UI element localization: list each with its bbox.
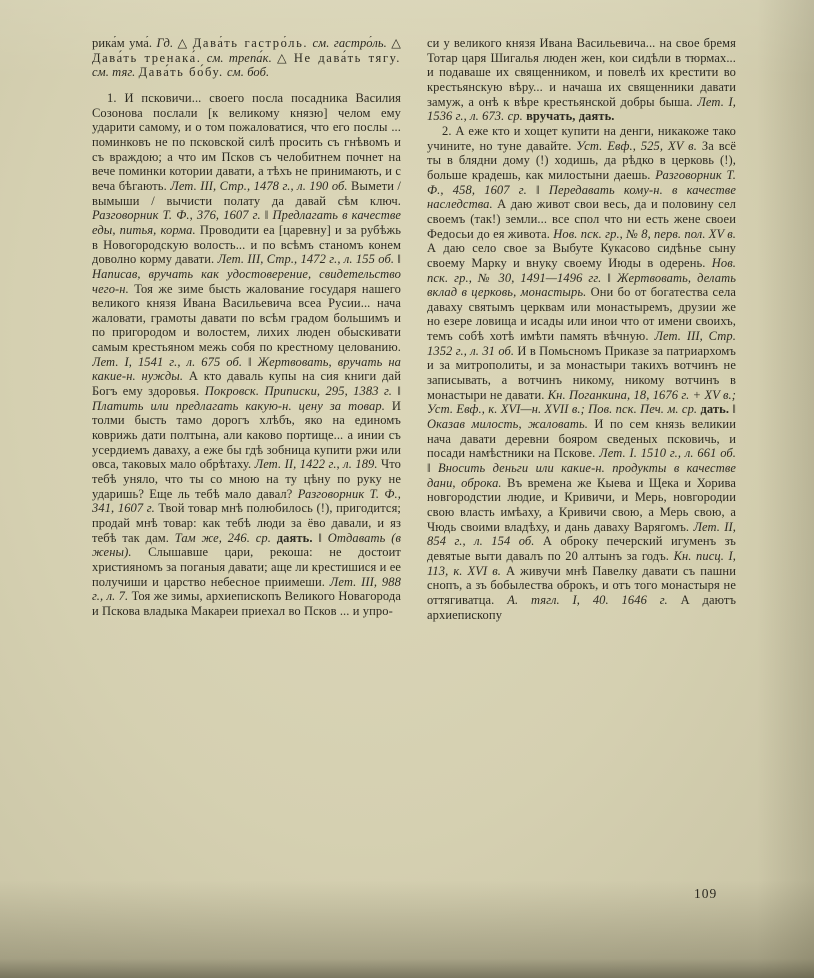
text-run: вручать, даять.	[526, 109, 615, 124]
text-column-left	[92, 36, 401, 878]
text-run: см. трепа́к.	[206, 50, 272, 65]
text-run: ‖	[392, 384, 401, 399]
text-run: рика́м ума́.	[92, 36, 157, 50]
text-run: Отдавать (в жены).	[92, 530, 401, 560]
text-run: Передавать кому-н. в качестве наследства.	[427, 182, 736, 212]
text-run: Оказав милость, жаловать.	[427, 417, 588, 432]
text-run: Лет. I. 1510 г., л. 661 об.	[599, 446, 736, 461]
text-run: си у великого князя Ивана Васильевича... на свое бремя Тотар царя Шигалья люден жен, кои сидѣли в тюрмах... и подаваше их священником, и повелѣ их крестити во крестьянскую вѣру... и начаша их священники давати замуж, а онѣ к вѣре крестьянской добры быша.	[427, 36, 736, 109]
text-run: А даю село свое за Выбуте Кукасово сидѣнье сыну своему Марку и внуку своему Июды в одерень.	[427, 241, 736, 270]
text-run: Написав, вручать как удостоверение, свидетельство чего-н.	[92, 266, 401, 296]
text-run: Гд.	[156, 36, 174, 50]
text-run: Лет. III, Стр. 1352 г., л. 31 об.	[427, 329, 736, 358]
text-run: Что тебѣ уняло, что ты со мною на ту цѣну по руку не ударишь? Еще ль тебѣ мало давал?	[92, 457, 401, 501]
text-run: △	[271, 50, 294, 65]
text-run: Разговорник Т. Ф., 458, 1607 г.	[427, 167, 736, 197]
text-run: ‖	[394, 252, 401, 267]
text-run: Тоя же зимы, архиепископъ Великого Новагорода и Пскова владыка Макареи приехал во Псков ... и упро-	[92, 589, 401, 618]
text-run: Дава́ть гастро́ль.	[192, 36, 309, 50]
text-run: Вносить деньги или какие-н. продукты в качестве дани, оброка.	[427, 461, 736, 490]
text-run: А оброку печерский игуменъ зъ девятые выти давалъ по 20 алтынъ за годъ.	[427, 534, 736, 563]
text-run: Жертвовать, вручать на какие-н. нужды.	[92, 354, 401, 384]
text-run: △	[386, 36, 401, 50]
text-run: см. боб.	[227, 65, 270, 80]
text-run: △	[173, 36, 193, 50]
text-run: Разговорник Т. Ф., 341, 1607 г.	[92, 486, 401, 516]
text-run: Нов. пск. гр., № 8, перв. пол. XV в.	[553, 226, 736, 241]
text-run: 1. И псковичи... своего посла посадника Василия Созонова послали [к великому князю] челом ему ударити самому, и о том пожаловатися, что его послы ... поминковъ не по псковской силѣ просить съ гнѣвомъ и съ враждою; а что им Псков съ челобитнем почнет на вече поминки котории давати, а тѣхъ не принимають, и с веча бѣгають.	[92, 90, 401, 193]
text-run: А. тягл. I, 40. 1646 г.	[507, 592, 668, 607]
text-run: ‖	[729, 402, 736, 417]
text-run: Дава́ть бо́бу.	[138, 65, 224, 80]
text-run: Вымети / вымыши / вычисти полату да давай сѣм ключ.	[92, 178, 401, 208]
text-run: Не дава́ть тягу.	[293, 50, 401, 65]
text-run: А даютъ архиепископу	[427, 592, 736, 622]
page-number: 109	[694, 886, 718, 901]
text-run: см. гастро́ль.	[312, 36, 387, 50]
text-run: Разговорник Т. Ф., 376, 1607 г.	[92, 208, 261, 223]
text-run: Нов. пск. гр., № 30, 1491—1496 гг.	[427, 255, 736, 285]
text-run: А кто даваль купы на сия книги дай Богъ ему здоровья.	[92, 369, 401, 399]
text-run: Предлагать в качестве еды, питья, корма.	[92, 208, 401, 237]
text-run: Они бо от богатества села даваху святымъ церквам или монастыремъ, друзии же но езере ловища и исады или инои что от имени своихъ, темъ собѣ хотѣ имѣти память вѣчную.	[427, 285, 736, 344]
text-run: дать.	[700, 402, 730, 417]
text-run: ‖	[242, 354, 258, 369]
text-run: Лет. III, Стр., 1478 г., л. 190 об.	[170, 178, 348, 193]
text-run: Лет. III, 988 г., л. 7.	[92, 574, 401, 604]
text-block	[92, 36, 736, 878]
text-run: ‖	[260, 208, 273, 223]
paragraph	[92, 36, 401, 80]
text-run: 2. А еже кто и хощет купити на денги, никакоже тако учините, но туне давайте.	[427, 123, 736, 153]
text-run: Жертвовать, делать вклад в церковь, монастырь.	[427, 270, 736, 300]
text-run: Кн. писц. I, 113, к. XVI в.	[427, 548, 736, 578]
text-run: ‖	[312, 530, 328, 545]
text-run: Платить или предлагать какую-н. цену за товар.	[92, 398, 385, 413]
text-run: Твой товар мнѣ полюбилось (!), пригодится; продай мнѣ товар: как тебѣ люди за ёво давали, и яз тебѣ так дам.	[92, 501, 401, 545]
text-run: Уст. Евф., 525, XV в.	[576, 138, 697, 153]
text-run: И толми бысть тамо дорогъ хлѣбъ, яко на единомъ коврижь дати полтына, али каково портище... а инии съ усердиемъ даваху, а еже бы гдѣ зобница купити ржи или овса, таковых мало обрѣтаху.	[92, 398, 401, 472]
text-run: За всё ты в блядни дому (!) ходишь, да рѣдко в церковь (!), больше крадешь, как милостыни даешь.	[427, 138, 736, 182]
text-run: Кн. Поганкина, 18, 1676 г. + XV в.; Уст. Евф., к. XVI—н. XVII в.; Пов. пск. Печ. м. ср.	[427, 387, 736, 417]
text-run: Въ времена же Кыева и Щека и Хорива новгородстии людие, и Кривичи, и Мерь, новгородии свою власть имѣаху, а Кривичи свою, а Мерь свою, а Чюдь своими владѣху, и дань даваху Варягомъ.	[427, 475, 736, 534]
text-run: Лет. II, 854 г., л. 154 об.	[427, 519, 736, 549]
text-run: Покровск. Приписки, 295, 1383 г.	[204, 384, 392, 399]
paragraph	[92, 91, 401, 619]
paragraph	[427, 124, 736, 622]
text-column-right	[427, 36, 736, 878]
text-run: А даю живот свои весь, да и половину сел своемъ (так!) земли... все спол что ни есть жене своеи Федосьи до ея живота.	[427, 197, 736, 241]
text-run: И в Помьсномъ Приказе за патриархомъ и за митрополиты, и за монастыри такихъ вотчинъ не записывать, а вотчинъ никому, никому вотчинъ в монастыри не давати.	[427, 343, 736, 402]
text-run: даять.	[276, 530, 313, 545]
text-run: ‖	[427, 461, 438, 476]
text-run: Проводити еа [царевну] и за рубѣжь в Новогородскую волость... и по всѣмъ станомъ конем доволно корму давати.	[92, 222, 401, 267]
text-run: Лет. II, 1422 г., л. 189.	[254, 457, 378, 472]
text-run: ‖	[526, 182, 549, 197]
text-run: Там же, 246. ср.	[174, 530, 277, 545]
text-run: Слышавше цари, рекоша: не достоит християномъ за поганыя давати; аще ли крестишися и ее получиши и царство небесное приимеши.	[92, 545, 401, 589]
paragraph	[427, 36, 736, 124]
text-run: Дава́ть тренака́.	[92, 50, 202, 65]
text-run: Лет. III, Стр., 1472 г., л. 155 об.	[217, 252, 395, 267]
text-run: Лет. I, 1536 г., л. 673. ср.	[427, 94, 736, 124]
text-run: Тоя же зиме бысть жалование государя нашего великого князя Ивана Васильевича всеа Русии... нача жаловати, грамоты давати по всѣм градом большимъ и по пригородом и волостем, лихих люден обыскивати самым крестьяном межь собя по крестному целованию.	[92, 281, 401, 355]
text-run: А живучи мнѣ Павелку давати съ пашни снопъ, а зъ бобылества оброкъ, и отъ того монастыря не оттягиватца.	[427, 563, 736, 607]
text-run: см. тяг.	[92, 65, 136, 80]
text-run: ‖	[601, 270, 617, 285]
text-run: И по сем князь великии нача давати деревни бояром сведеных псковичь, и посади намѣстники на Пскове.	[427, 417, 736, 461]
text-run: Лет. I, 1541 г., л. 675 об.	[92, 354, 243, 369]
